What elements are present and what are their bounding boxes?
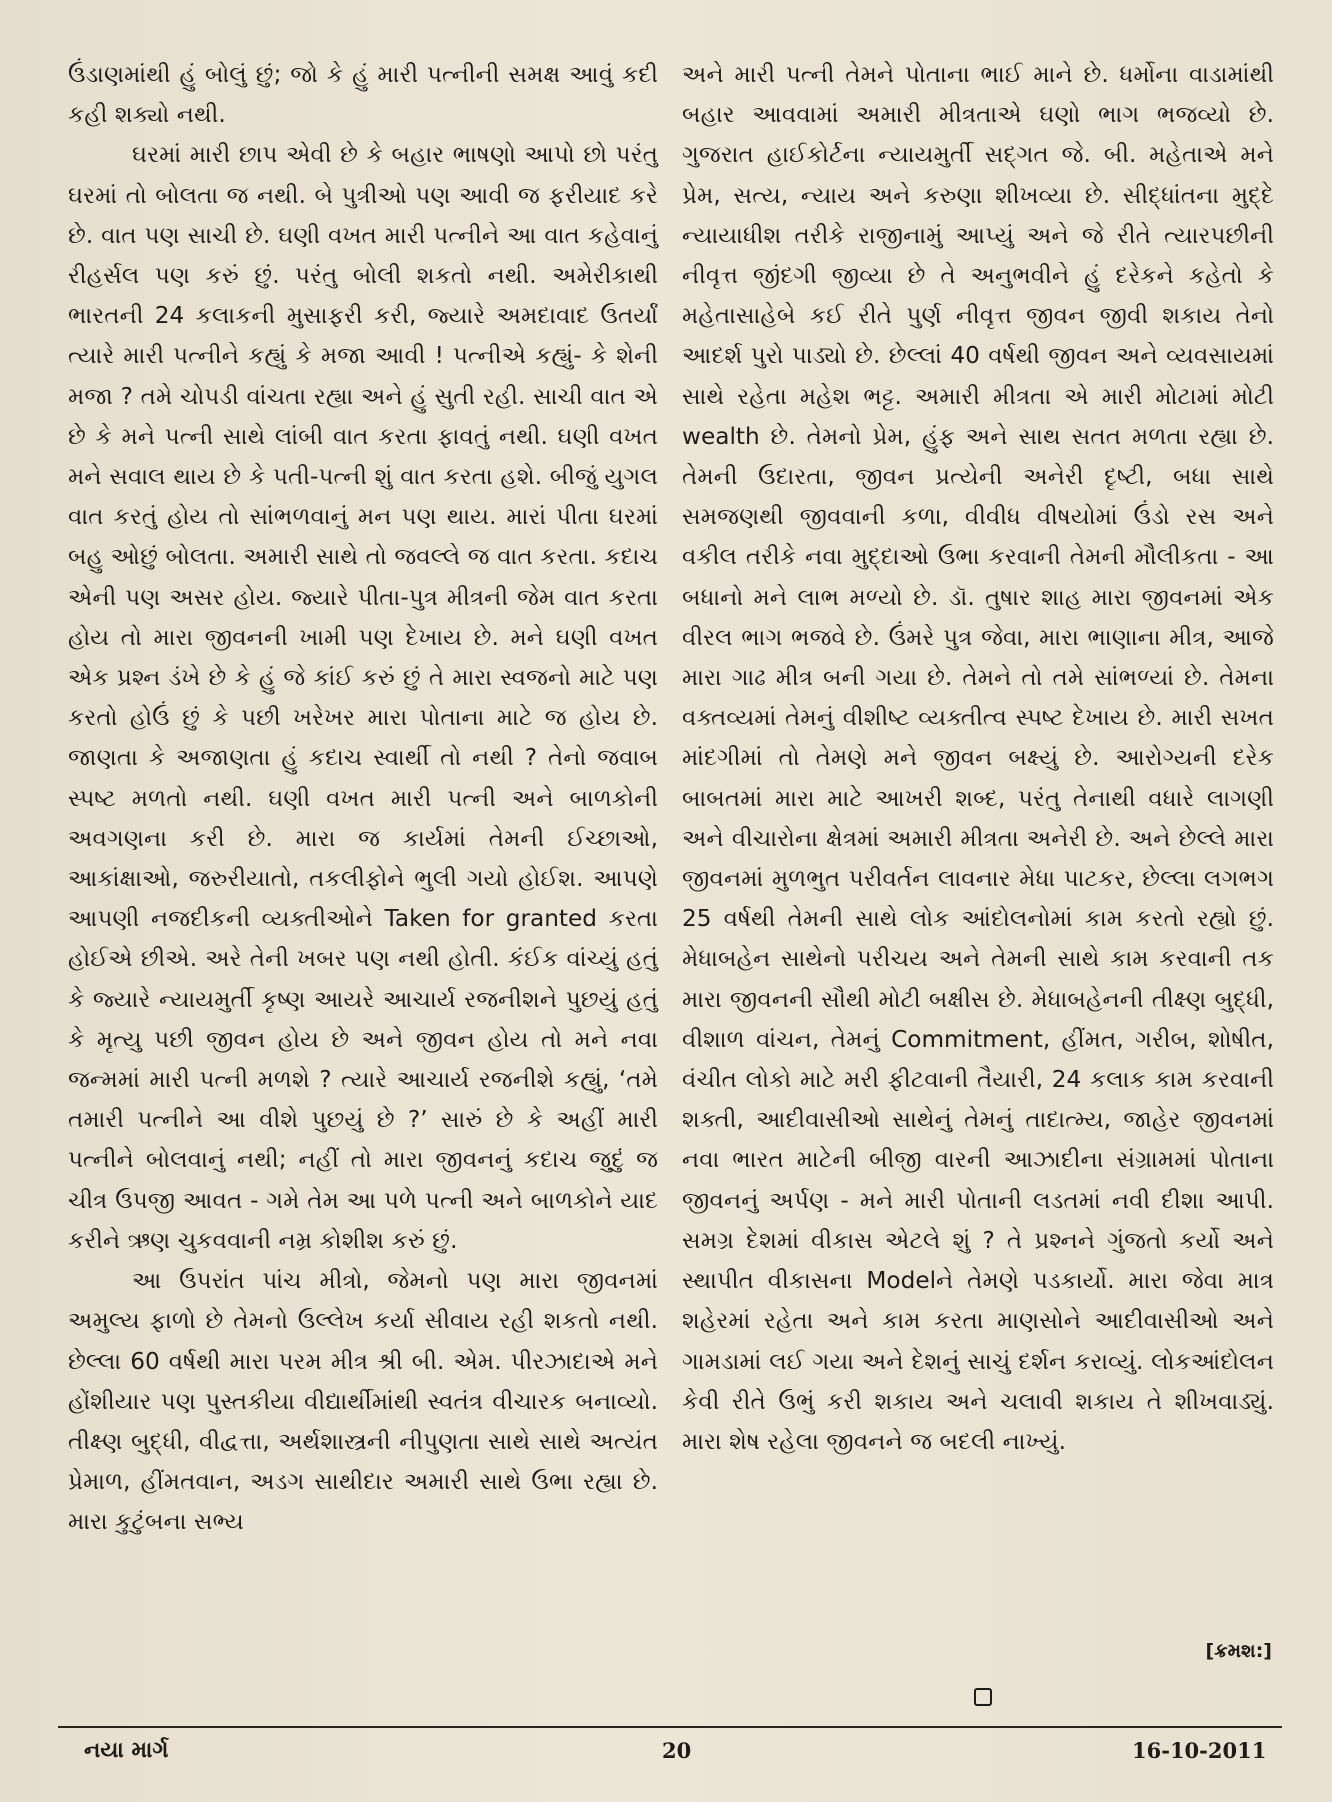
- footer-divider: [58, 1726, 1282, 1728]
- paragraph: આ ઉપરાંત પાંચ મીત્રો, જેમનો પણ મારા જીવનમાં અમુલ્ય ફાળો છે તેમનો ઉલ્લેખ કર્યા સીવાય રહી શકતો નથી. છેલ્લા 60 વર્ષથી મારા પરમ મીત્ર શ્રી બી. એમ. પીરઝાદાએ મને હોંશીયાર પણ પુસ્તકીયા વીદ્યાર્થીમાંથી સ્વતંત્ર વીચારક બનાવ્યો. તીક્ષ્ણ બુદ્ધી, વીદ્વત્તા, અર્થશાસ્ત્રની નીપુણતા સાથે સાથે અત્યંત પ્રેમાળ, હીંમતવાન, અડગ સાથીદાર અમારી સાથે ઉભા રહ્યા છે. મારા કુટુંબના સભ્ય: [68, 1267, 658, 1536]
- continued-label: [ક્રમશ:]: [1205, 1640, 1272, 1662]
- right-column: [682, 55, 1274, 1462]
- paragraph: ઘરમાં મારી છાપ એવી છે કે બહાર ભાષણો આપો છો પરંતુ ઘરમાં તો બોલતા જ નથી. બે પુત્રીઓ પણ આવી જ ફરીયાદ કરે છે. વાત પણ સાચી છે. ઘણી વખત મારી પત્નીને આ વાત કહેવાનું રીહર્સલ પણ કરું છું. પરંતુ બોલી શકતો નથી. અમેરીકાથી ભારતની 24 કલાકની મુસાફરી કરી, જ્યારે અમદાવાદ ઉતર્યાં ત્યારે મારી પત્નીને કહ્યું કે મજા આવી ! પત્નીએ કહ્યું- કે શેની મજા ? તમે ચોપડી વાંચતા રહ્યા અને હું સુતી રહી. સાચી વાત એ છે કે મને પત્ની સાથે લાંબી વાત કરતા ફાવતું નથી. ઘણી વખત મને સવાલ થાય છે કે પતી-પત્ની શું વાત કરતા હશે. બીજું યુગલ વાત કરતું હોય તો સાંભળવાનું મન પણ થાય. મારાં પીતા ઘરમાં બહુ ઓછું બોલતા. અમારી સાથે તો જવલ્લે જ વાત કરતા. કદાચ એની પણ અસર હોય. જ્યારે પીતા-પુત્ર મીત્રની જેમ વાત કરતા હોય તો મારા જીવનની ખામી પણ દેખાય છે. મને ઘણી વખત એક પ્રશ્ન ડંખે છે કે હું જે કાંઈ કરું છું તે મારા સ્વજનો માટે પણ કરતો હોઉં છું કે પછી ખરેખર મારા પોતાના માટે જ હોય છે. જાણતા કે અજાણતા હું કદાચ સ્વાર્થી તો નથી ? તેનો જવાબ સ્પષ્ટ મળતો નથી. ઘણી વખત મારી પત્ની અને બાળકોની અવગણના કરી છે. મારા જ કાર્યમાં તેમની ઈચ્છાઓ, આકાંક્ષાઓ, જરુરીયાતો, તકલીફોને ભુલી ગયો હોઈશ. આપણે આપણી નજદીકની વ્યક્તીઓને Taken for granted કરતા હોઈએ છીએ. અરે તેની ખબર પણ નથી હોતી. કંઈક વાંચ્યું હતું કે જ્યારે ન્યાયમુર્તી કૃષ્ણ આયરે આચાર્ય રજનીશને પુછયું હતું કે મૃત્યુ પછી જીવન હોય છે અને જીવન હોય તો મને નવા જન્મમાં મારી પત્ની મળશે ? ત્યારે આચાર્ય રજનીશે કહ્યું, ‘તમે તમારી પત્નીને આ વીશે પુછયું છે ?’ સારું છે કે અહીં મારી પત્નીને બોલવાનું નથી; નહીં તો મારા જીવનનું કદાચ જુદું જ ચીત્ર ઉપજી આવત - ગમે તેમ આ પળે પત્ની અને બાળકોને યાદ કરીને ઋણ ચુકવવાની નમ્ર કોશીશ કરું છું.: [68, 141, 658, 1254]
- publication-name: નયા માર્ગ: [84, 1738, 169, 1763]
- end-mark-icon: [974, 1688, 992, 1706]
- page-number: 20: [662, 1738, 692, 1763]
- issue-date: 16-10-2011: [1132, 1738, 1267, 1763]
- paragraph: ઉંડાણમાંથી હું બોલું છું; જો કે હું મારી પત્નીની સમક્ષ આવું કદી કહી શક્યો નથી.: [68, 61, 658, 129]
- paragraph: અને મારી પત્ની તેમને પોતાના ભાઈ માને છે. ધર્મોના વાડામાંથી બહાર આવવામાં અમારી મીત્રતાએ ઘણો ભાગ ભજવ્યો છે. ગુજરાત હાઈકોર્ટના ન્યાયમુર્તી સદ્ગત જે. બી. મહેતાએ મને પ્રેમ, સત્ય, ન્યાય અને કરુણા શીખવ્યા છે. સીદ્ધાંતના મુદ્દે ન્યાયાધીશ તરીકે રાજીનામું આપ્યું અને જે રીતે ત્યારપછીની નીવૃત્ત જીંદગી જીવ્યા છે તે અનુભવીને હું દરેકને કહેતો કે મહેતાસાહેબે કઈ રીતે પુર્ણ નીવૃત્ત જીવન જીવી શકાય તેનો આદર્શ પુરો પાડ્યો છે. છેલ્લાં 40 વર્ષથી જીવન અને વ્યવસાયમાં સાથે રહેતા મહેશ ભટ્ટ. અમારી મીત્રતા એ મારી મોટામાં મોટી wealth છે. તેમનો પ્રેમ, હુંફ અને સાથ સતત મળતા રહ્યા છે. તેમની ઉદારતા, જીવન પ્રત્યેની અનેરી દૃષ્ટી, બધા સાથે સમજણથી જીવવાની કળા, વીવીધ વીષયોમાં ઉંડો રસ અને વકીલ તરીકે નવા મુદ્દાઓ ઉભા કરવાની તેમની મૌલીકતા - આ બધાનો મને લાભ મળ્યો છે. ડૉ. તુષાર શાહ મારા જીવનમાં એક વીરલ ભાગ ભજવે છે. ઉંમરે પુત્ર જેવા, મારા ભાણાના મીત્ર, આજે મારા ગાઢ મીત્ર બની ગયા છે. તેમને તો તમે સાંભળ્યાં છે. તેમના વક્તવ્યમાં તેમનું વીશીષ્ટ વ્યક્તીત્વ સ્પષ્ટ દેખાય છે. મારી સખત માંદગીમાં તો તેમણે મને જીવન બક્ષ્યું છે. આરોગ્યની દરેક બાબતમાં મારા માટે આખરી શબ્દ, પરંતુ તેનાથી વધારે લાગણી અને વીચારોના ક્ષેત્રમાં અમારી મીત્રતા અનેરી છે. અને છેલ્લે મારા જીવનમાં મુળભુત પરીવર્તન લાવનાર મેધા પાટકર, છેલ્લા લગભગ 25 વર્ષથી તેમની સાથે લોક આંદોલનોમાં કામ કરતો રહ્યો છું. મેધાબહેન સાથેનો પરીચય અને તેમની સાથે કામ કરવાની તક મારા જીવનની સૌથી મોટી બક્ષીસ છે. મેધાબહેનની તીક્ષ્ણ બુદ્ધી, વીશાળ વાંચન, તેમનું Commitment, હીંમત, ગરીબ, શોષીત, વંચીત લોકો માટે મરી ફીટવાની તૈયારી, 24 કલાક કામ કરવાની શક્તી, આદીવાસીઓ સાથેનું તેમનું તાદાત્મ્ય, જાહેર જીવનમાં નવા ભારત માટેની બીજી વારની આઝાદીના સંગ્રામમાં પોતાના જીવનનું અર્પણ - મને મારી પોતાની લડતમાં નવી દીશા આપી. સમગ્ર દેશમાં વીકાસ એટલે શું ? તે પ્રશ્નને ગુંજતો કર્યો અને સ્થાપીત વીકાસના Modelને તેમણે પડકાર્યો. મારા જેવા માત્ર શહેરમાં રહેતા અને કામ કરતા માણસોને આદીવાસીઓ અને ગામડામાં લઈ ગયા અને દેશનું સાચું દર્શન કરાવ્યું. લોકઆંદોલન કેવી રીતે ઉભું કરી શકાય અને ચલાવી શકાય તે શીખવાડ્યું. મારા શેષ રહેલા જીવનને જ બદલી નાખ્યું.: [682, 61, 1274, 1455]
- left-column: [68, 55, 658, 1543]
